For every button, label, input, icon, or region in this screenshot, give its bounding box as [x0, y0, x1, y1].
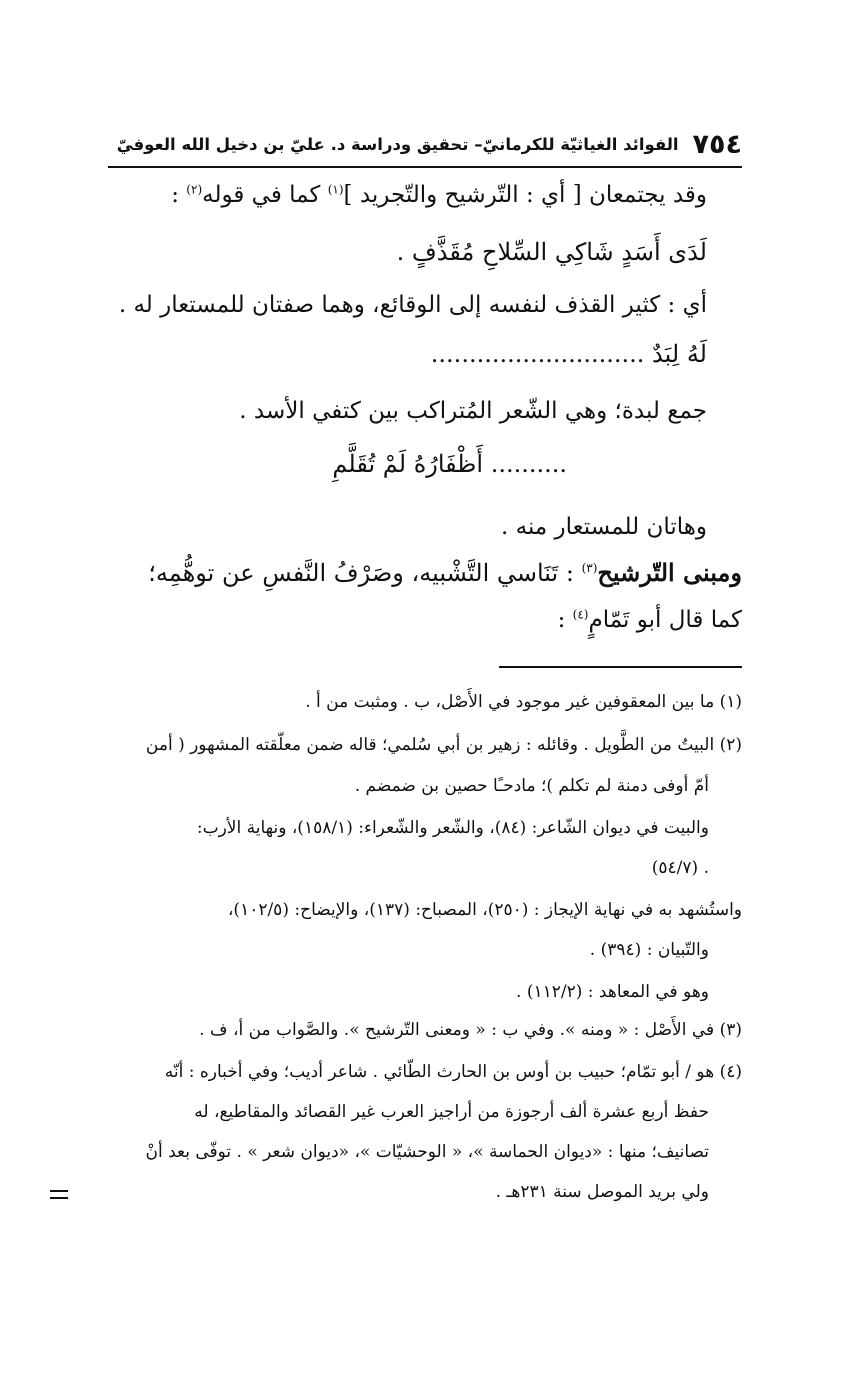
body-text: كما قال أبو تَمّامٍ: [588, 607, 742, 633]
footnote-3: (٣) في الأَصْل : « ومنه ». وفي ب : « ومعنى التّرشيح ». والصَّواب من أ، ف .: [199, 1020, 742, 1040]
body-text: كما في قوله: [202, 182, 328, 208]
body-text: :: [557, 607, 573, 633]
header-rule: [108, 166, 742, 168]
footnote-ref-2[interactable]: (٢): [186, 182, 203, 197]
verse-fragment-2: لَهُ لِبَدٌ ............................: [430, 340, 707, 368]
continuation-mark: [50, 1190, 68, 1199]
footnote-2-cont: . (٥٤/٧): [651, 858, 709, 878]
footnote-1: (١) ما بين المعقوفين غير موجود في الأَصْل، ب . ومثبت من أ .: [305, 692, 742, 712]
body-line-3: أي : كثير القذف لنفسه إلى الوقائع، وهما صفتان للمستعار له .: [118, 292, 707, 318]
verse-fragment-3: .......... أَظْفَارُهُ لَمْ تُقَلَّمِ: [332, 450, 567, 478]
running-header: [108, 124, 742, 164]
bold-term: ومبنى التّرشيح: [597, 558, 742, 587]
footnote-4-cont: ولي بريد الموصل سنة ٢٣١هـ .: [495, 1182, 709, 1202]
body-line-1: [171, 182, 707, 208]
body-text: :: [171, 182, 187, 208]
footnote-2-cont: وهو في المعاهد : (١١٢/٢) .: [516, 982, 709, 1002]
page-number: ٧٥٤: [692, 128, 742, 160]
footnote-2-cont: واستُشهد به في نهاية الإيجاز : (٢٥٠)، المصباح: (١٣٧)، والإيضاح: (١٠٢/٥)،: [227, 900, 742, 920]
footnote-2-cont: والتّبيان : (٣٩٤) .: [589, 940, 709, 960]
footnote-separator: [499, 666, 742, 668]
footnote-ref-1[interactable]: (١): [327, 182, 344, 197]
running-title: الفوائد الغياثيّة للكرمانيّ– تحقيق ودراسة د. عليّ بن دخيل الله العوفيّ: [116, 134, 679, 154]
body-text: وقد يجتمعان [ أي : التّرشيح والتّجريد ]: [343, 182, 707, 208]
footnote-2-cont: أمّ أوفى دمنة لم تكلم )؛ مادحـًا حصين بن ضمضم .: [354, 776, 709, 796]
body-text: : تَنَاسي التَّشْبيه، وصَرْفُ النَّفسِ عن توهُّمِه؛: [148, 559, 582, 587]
footnote-4-cont: حفظ أربع عشرة ألف أرجوزة من أراجيز العرب غير القصائد والمقاطيع، له: [194, 1102, 709, 1122]
footnote-ref-4[interactable]: (٤): [572, 607, 589, 622]
body-line-5: جمع لبدة؛ وهي الشّعر المُتراكب بين كتفي الأسد .: [239, 398, 707, 424]
verse-hemistich-1: لَدَى أَسَدٍ شَاكِي السِّلاحِ مُقَذَّفٍ .: [396, 238, 707, 266]
body-line-7: وهاتان للمستعار منه .: [501, 514, 707, 540]
footnote-2-cont: والبيت في ديوان الشّاعر: (٨٤)، والشّعر والشّعراء: (١٥٨/١)، ونهاية الأرب:: [196, 818, 709, 838]
body-line-8: [148, 558, 742, 587]
footnote-ref-3[interactable]: (٣): [581, 561, 598, 575]
footnote-4-cont: تصانيف؛ منها : «ديوان الحماسة »، « الوحشيّات »، «ديوان شعر » . توفّى بعد أنْ: [145, 1142, 709, 1162]
body-line-9: [558, 607, 742, 633]
footnote-2: (٢) البيتُ من الطَّويل . وقائله : زهير بن أبي سُلمي؛ قاله ضمن معلّقته المشهور ( أمن: [145, 735, 742, 755]
footnote-4: (٤) هو / أبو تمّام؛ حبيب بن أوس بن الحارث الطّائي . شاعر أديب؛ وفي أخباره : أنّه: [164, 1062, 742, 1082]
